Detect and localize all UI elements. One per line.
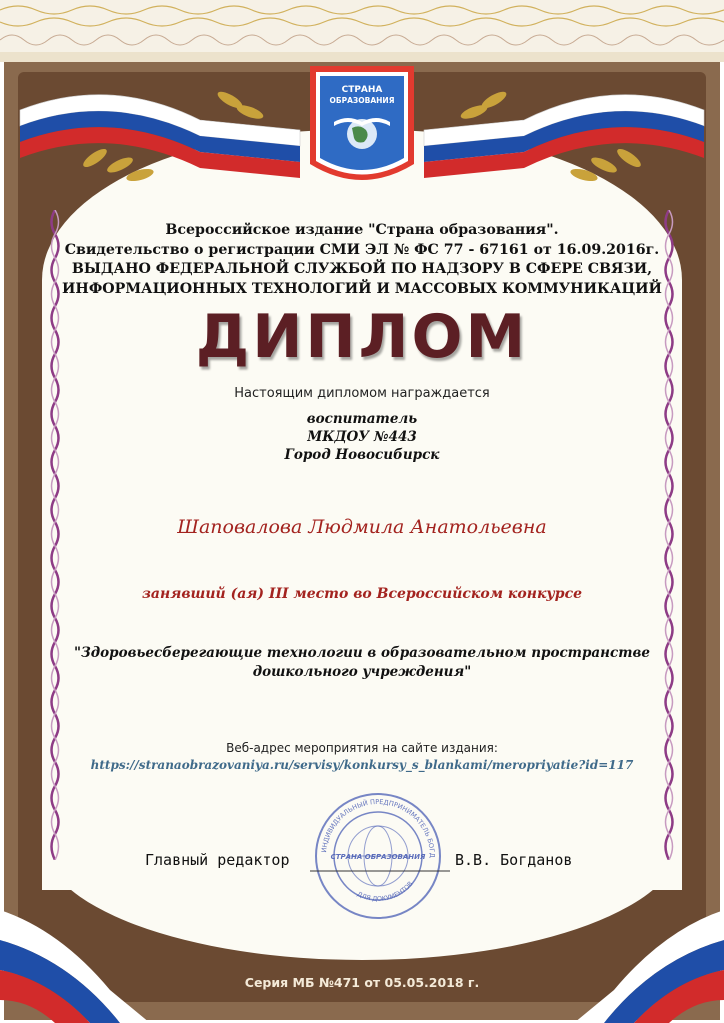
series-number: Серия МБ №471 от 05.05.2018 г. <box>244 975 480 990</box>
ornament-pattern <box>0 0 724 62</box>
svg-text:ИНДИВИДУАЛЬНЫЙ ПРЕДПРИНИМАТЕЛЬ <box>312 790 436 858</box>
bottom-left-flag <box>0 910 150 1023</box>
emblem-line1: СТРАНА <box>341 85 383 95</box>
header-line4: ИНФОРМАЦИОННЫХ ТЕХНОЛОГИЙ И МАССОВЫХ КОММУНИКАЦИЙ <box>62 280 662 297</box>
emblem-line2: ОБРАЗОВАНИЯ <box>329 96 395 105</box>
editor-label: Главный редактор <box>145 851 290 869</box>
recipient-position: воспитатель <box>306 411 418 427</box>
web-label: Веб-адрес мероприятия на сайте издания: <box>226 741 498 755</box>
header-line2: Свидетельство о регистрации СМИ ЭЛ № ФС 77 - 67161 от 16.09.2016г. <box>64 241 660 258</box>
stamp-center-text: СТРАНА ОБРАЗОВАНИЯ <box>330 853 426 861</box>
contest-line1: "Здоровьесберегающие технологии в образовательном пространстве <box>74 645 650 661</box>
recipient-organization: МКДОУ №443 <box>307 429 417 445</box>
diploma-title: ДИПЛОМ <box>195 302 529 372</box>
recipient-city: Город Новосибирск <box>284 447 440 463</box>
publisher-emblem <box>308 64 416 196</box>
stamp-outer-text: ИНДИВИДУАЛЬНЫЙ ПРЕДПРИНИМАТЕЛЬ БОГД <box>320 797 437 858</box>
header-line3: ВЫДАНО ФЕДЕРАЛЬНОЙ СЛУЖБОЙ ПО НАДЗОРУ В СФЕРЕ СВЯЗИ, <box>71 261 653 277</box>
awarded-text: Настоящим дипломом награждается <box>234 386 490 401</box>
editor-name: В.В. Богданов <box>455 851 573 869</box>
place-text: занявший (ая) III место во Всероссийском конкурсе <box>141 586 583 602</box>
left-flag-ribbon <box>20 95 300 178</box>
web-url-link[interactable]: https://stranaobrazovaniya.ru/servisy/konkursy_s_blankami/meropriyatie?id=117 <box>90 758 634 772</box>
contest-title <box>70 644 654 682</box>
recipient-block <box>0 410 724 464</box>
header-line1: Всероссийское издание "Страна образования". <box>165 222 559 238</box>
bottom-flag-ribbons <box>0 900 724 1023</box>
top-ornament-band <box>0 0 724 62</box>
bottom-right-flag <box>574 910 724 1023</box>
publication-header <box>60 221 664 299</box>
right-flag-ribbon <box>424 95 704 178</box>
signature-line <box>310 868 450 874</box>
stamp-bottom-text: ДЛЯ ДОКУМЕНТОВ <box>355 879 415 903</box>
recipient-name: Шаповалова Людмила Анатольевна <box>177 516 547 538</box>
contest-line2: дошкольного учреждения" <box>252 664 472 680</box>
